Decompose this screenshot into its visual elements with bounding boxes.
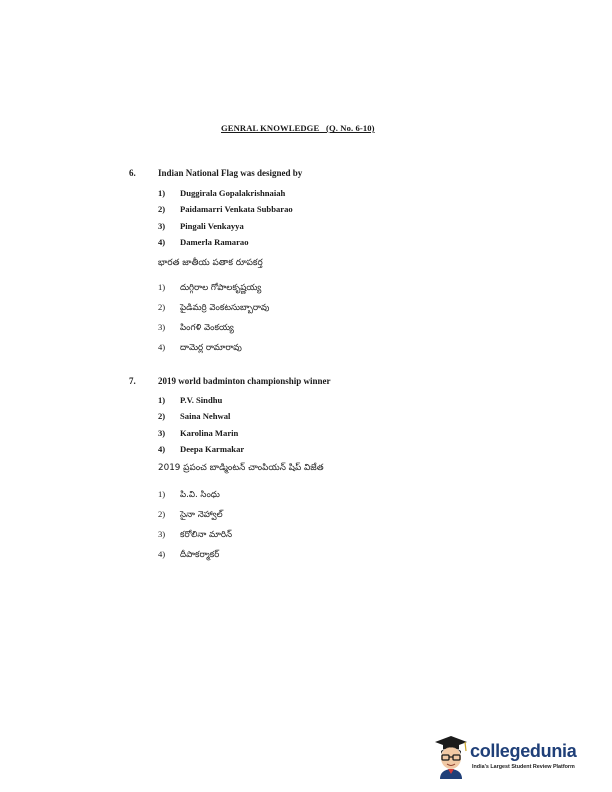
question-text: Indian National Flag was designed by xyxy=(158,168,303,178)
option-number: 2) xyxy=(158,204,166,214)
option-number: 3) xyxy=(158,221,166,231)
telugu-option xyxy=(158,509,223,522)
option-number: 1) xyxy=(158,489,166,499)
option-text: సైనా నెహ్వాల్ xyxy=(180,510,223,520)
option-text: కరోలినా మారిన్ xyxy=(180,530,233,540)
collegedunia-logo[interactable] xyxy=(432,733,582,779)
telugu-option xyxy=(158,282,261,295)
telugu-option xyxy=(158,322,234,335)
logo-tagline: India's Largest Student Review Platform xyxy=(472,764,575,770)
option-text: Paidamarri Venkata Subbarao xyxy=(180,204,293,214)
question-number: 6. xyxy=(129,168,136,178)
option-text: పింగళి వెంకయ్య xyxy=(180,323,234,333)
question-text: 2019 world badminton championship winner xyxy=(158,376,331,386)
option-text: Saina Nehwal xyxy=(180,411,231,421)
option xyxy=(158,204,293,214)
option-text: Damerla Ramarao xyxy=(180,237,249,247)
question-number: 7. xyxy=(129,376,136,386)
option-number: 4) xyxy=(158,237,166,247)
telugu-option xyxy=(158,302,269,315)
mascot-icon xyxy=(432,733,470,779)
option-text: Karolina Marin xyxy=(180,428,239,438)
option-number: 1) xyxy=(158,395,166,405)
logo-wordmark: collegedunia xyxy=(470,741,577,761)
telugu-option xyxy=(158,342,242,355)
option xyxy=(158,411,230,421)
option-text: Deepa Karmakar xyxy=(180,444,245,454)
option xyxy=(158,395,222,405)
telugu-option xyxy=(158,549,219,562)
option-number: 3) xyxy=(158,428,166,438)
option-number: 2) xyxy=(158,509,166,519)
option-number: 2) xyxy=(158,411,166,421)
option-text: దామెర్ల రామారావు xyxy=(180,343,242,353)
option xyxy=(158,444,244,454)
option-number: 3) xyxy=(158,529,166,539)
section-heading: GENRAL KNOWLEDGE (Q. No. 6-10) xyxy=(221,123,375,133)
telugu-option xyxy=(158,529,232,542)
option-number: 4) xyxy=(158,549,166,559)
telugu-question-text: 2019 ప్రపంచ బాడ్మింటన్ చాంపియన్ షిప్ విజేత xyxy=(158,463,324,473)
option-number: 4) xyxy=(158,444,166,454)
option-number: 3) xyxy=(158,322,166,332)
option xyxy=(158,428,238,438)
option-text: P.V. Sindhu xyxy=(180,395,223,405)
option xyxy=(158,237,249,247)
option-text: Pingali Venkayya xyxy=(180,221,244,231)
option-number: 1) xyxy=(158,282,166,292)
telugu-question-text: భారత జాతీయ పతాక రూపకర్త xyxy=(158,258,263,268)
telugu-option xyxy=(158,489,220,502)
option-number: 2) xyxy=(158,302,166,312)
option-text: దీపాకర్మాకర్ xyxy=(180,550,220,560)
option xyxy=(158,188,285,198)
option-number: 1) xyxy=(158,188,166,198)
option-text: పైడిమర్రి వెంకటసుబ్బారావు xyxy=(180,303,270,313)
option-number: 4) xyxy=(158,342,166,352)
option-text: పి.వి. సింధు xyxy=(180,490,220,500)
option xyxy=(158,221,244,231)
option-text: దుగ్గిరాల గోపాలకృష్ణయ్య xyxy=(180,283,262,293)
option-text: Duggirala Gopalakrishnaiah xyxy=(180,188,286,198)
